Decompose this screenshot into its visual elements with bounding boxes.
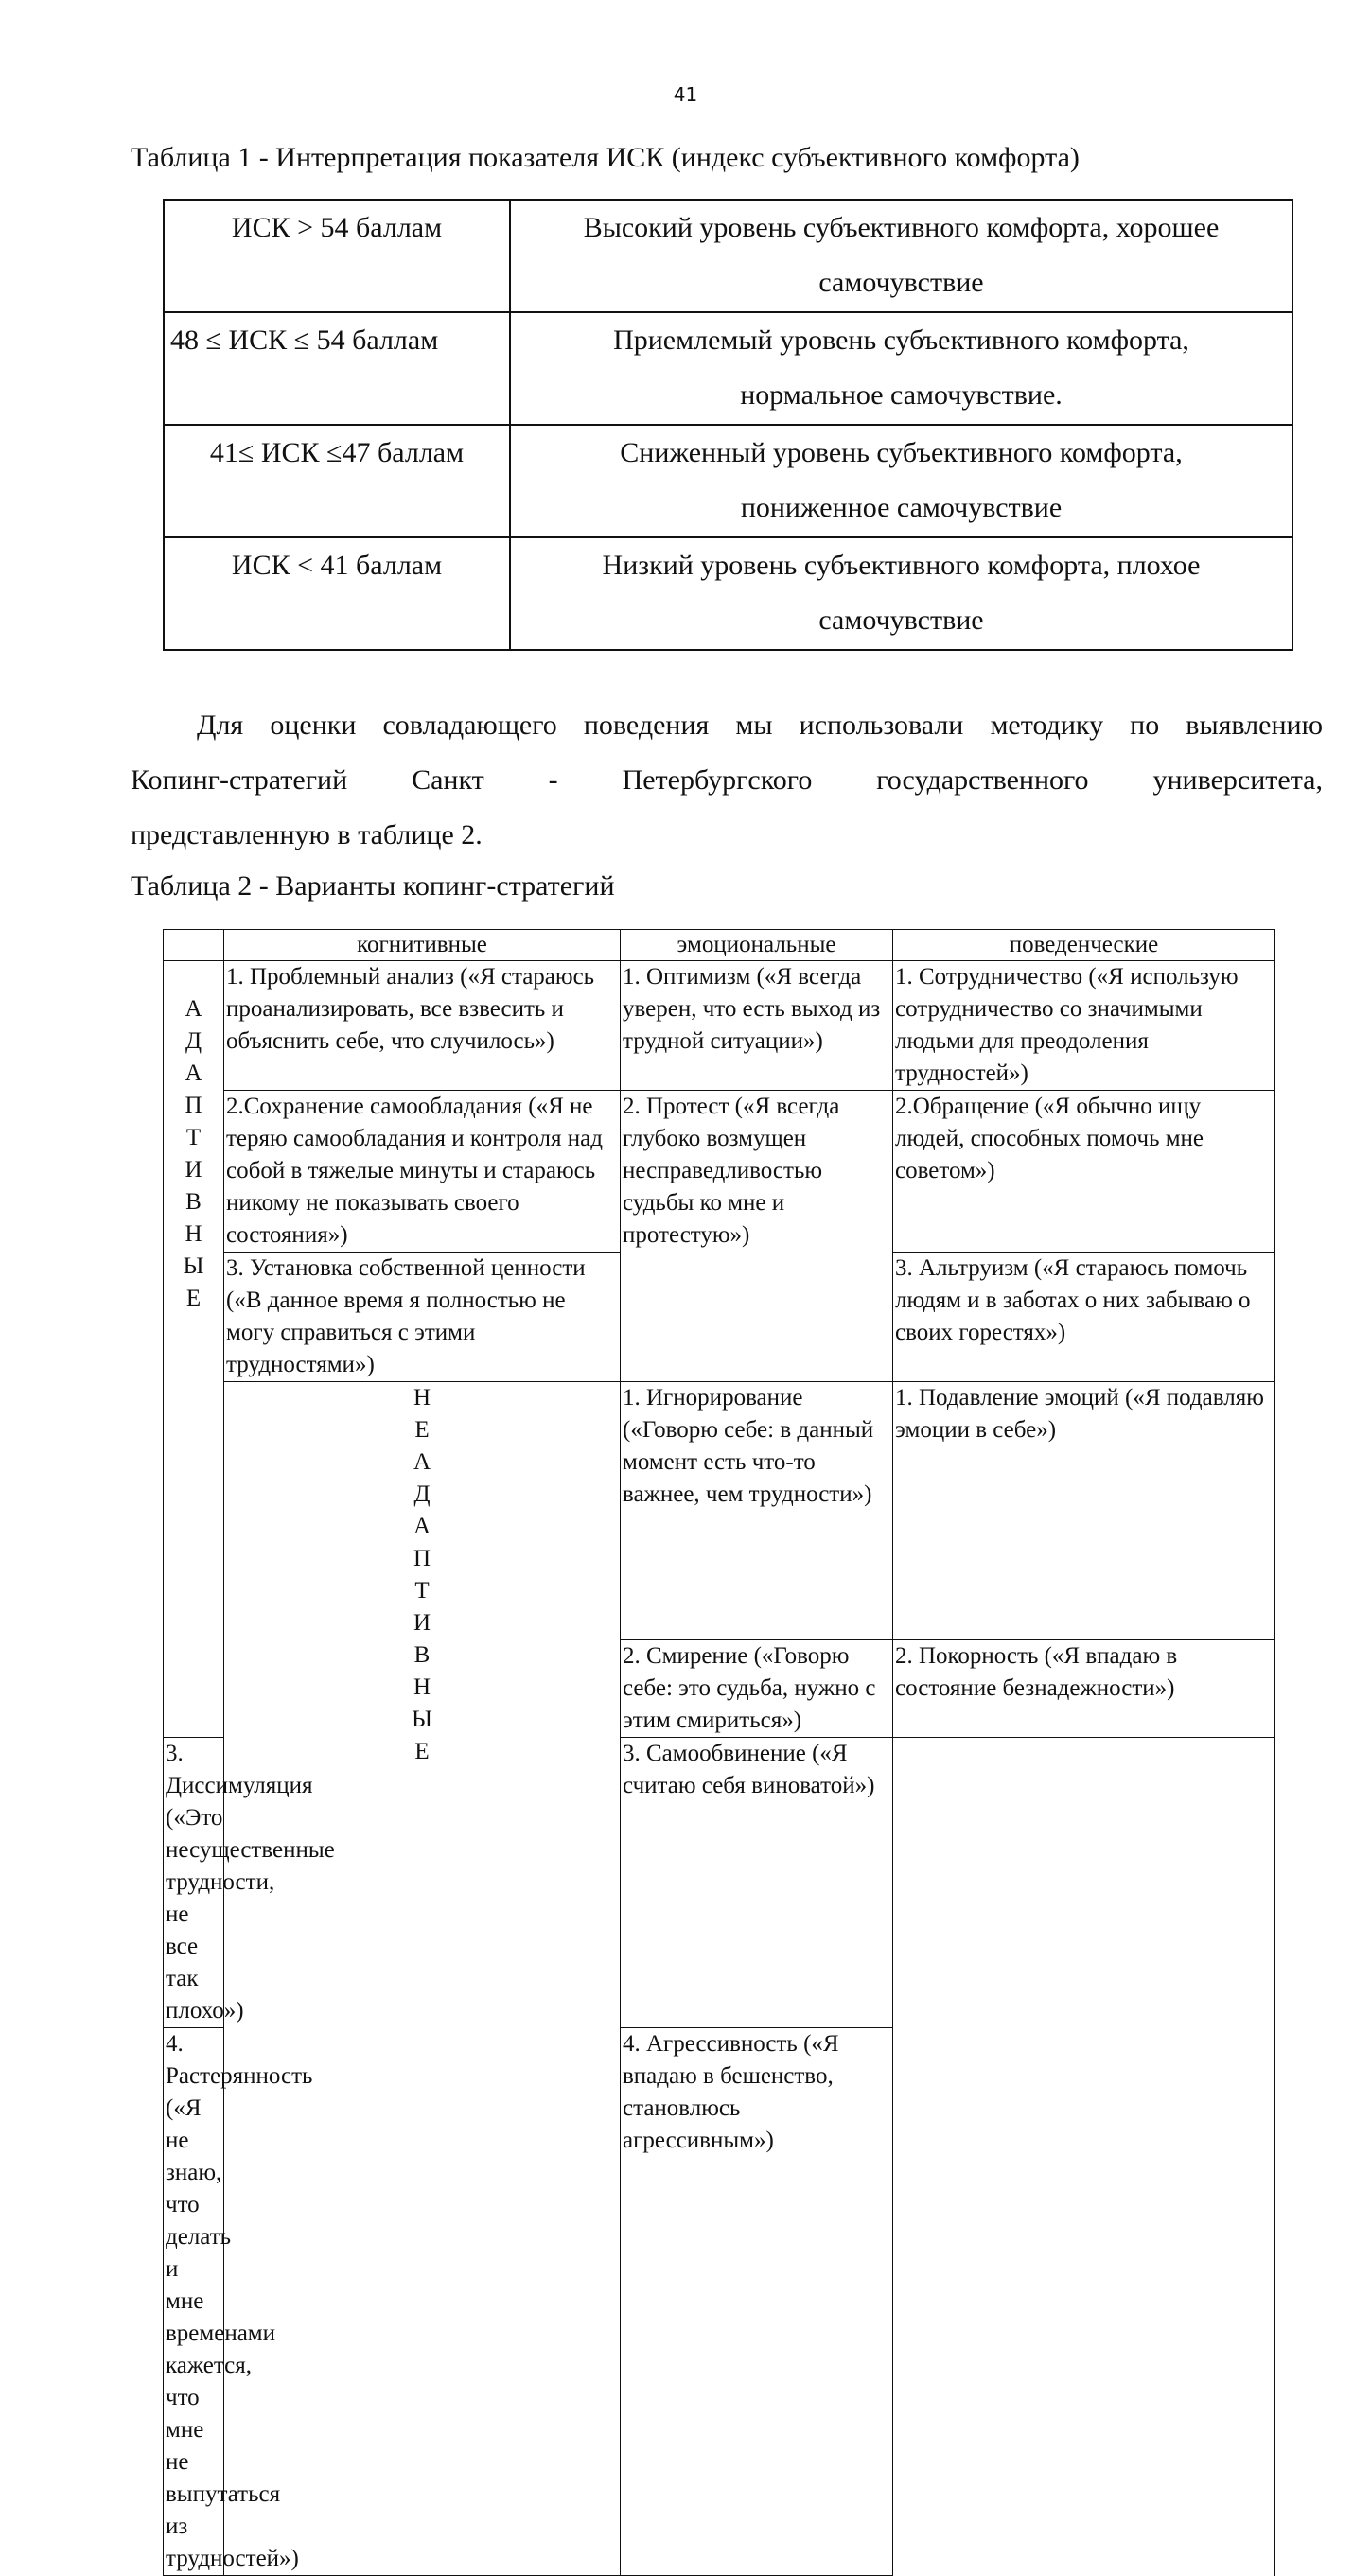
adaptive-behavioral-2: 2.Обращение («Я обычно ищу людей, способных помочь мне советом»): [893, 1091, 1275, 1253]
desc-line: Высокий уровень субъективного комфорта, хорошее: [583, 212, 1220, 243]
nonadaptive-cognitive-2: 2. Смирение («Говорю себе: это судьба, нужно с этим смириться»): [621, 1640, 893, 1738]
table-row: [164, 1382, 1275, 1640]
table-row: [164, 200, 1292, 312]
table2-caption: Таблица 2 - Варианты копинг-стратегий: [131, 870, 615, 902]
coping-strategies-table: [163, 929, 1275, 2576]
side-letter: Н: [413, 1385, 431, 1411]
nonadaptive-emotional-2: 2. Покорность («Я впадаю в состояние безнадежности»): [893, 1640, 1275, 1738]
isk-description-cell: [510, 425, 1292, 537]
side-letter: Д: [185, 1028, 202, 1054]
isk-range-cell: ИСК < 41 баллам: [164, 537, 510, 650]
isk-range-cell: ИСК > 54 баллам: [164, 200, 510, 312]
desc-line: Сниженный уровень субъективного комфорта,: [620, 437, 1183, 468]
desc-line: нормальное самочувствие.: [740, 379, 1063, 411]
table-row: [164, 961, 1275, 1091]
side-letter: Н: [185, 1221, 202, 1247]
nonadaptive-cognitive-3: 3. Диссимуляция («Это несущественные трудности, не все так плохо»): [164, 1738, 224, 2028]
isk-description-cell: [510, 200, 1292, 312]
header-emotional: эмоциональные: [621, 930, 893, 961]
adaptive-cognitive-2: 2.Сохранение самообладания («Я не теряю самообладания и контроля над собой в тяжелые минуты и стараюсь никому не показывать своего состояния»): [224, 1091, 621, 1253]
adaptive-side-label: [164, 961, 224, 1738]
isk-description-cell: [510, 537, 1292, 650]
paragraph-line: Для оценки совладающего поведения мы использовали методику по выявлению: [197, 710, 1323, 741]
side-letter: В: [185, 1189, 202, 1215]
paragraph-line: представленную в таблице 2.: [131, 819, 483, 850]
side-letter: Д: [413, 1481, 431, 1507]
side-letter: Е: [185, 1286, 202, 1311]
nonadaptive-cognitive-1: 1. Игнорирование («Говорю себе: в данный момент есть что-то важнее, чем трудности»): [621, 1382, 893, 1640]
adaptive-emotional-1: 1. Оптимизм («Я всегда уверен, что есть выход из трудной ситуации»): [621, 961, 893, 1091]
table-row: [164, 537, 1292, 650]
nonadaptive-emotional-4: 4. Агрессивность («Я впадаю в бешенство, становлюсь агрессивным»): [621, 2028, 893, 2576]
side-letter: Ы: [412, 1707, 432, 1732]
isk-description-cell: [510, 312, 1292, 425]
body-paragraph: [131, 698, 1323, 863]
side-letter: А: [413, 1514, 431, 1539]
side-letter: И: [413, 1610, 431, 1636]
adaptive-behavioral-3: 3. Альтруизм («Я стараюсь помочь людям и в заботах о них забываю о своих горестях»): [893, 1253, 1275, 1382]
side-letter: А: [413, 1449, 431, 1475]
side-letter: Т: [185, 1125, 202, 1150]
header-behavioral: поведенческие: [893, 930, 1275, 961]
nonadaptive-emotional-3: 3. Самообвинение («Я считаю себя виноватой»): [621, 1738, 893, 2028]
desc-line: самочувствие: [818, 267, 984, 298]
nonadaptive-side-label: [224, 1382, 621, 2576]
side-letter: Е: [414, 1417, 430, 1443]
table-header-row: [164, 930, 1275, 961]
table-row: [164, 425, 1292, 537]
adaptive-behavioral-1: 1. Сотрудничество («Я использую сотрудничество со значимыми людьми для преодоления трудностей»): [893, 961, 1275, 1091]
side-letter: Т: [414, 1578, 430, 1603]
side-letter: Н: [413, 1674, 431, 1700]
side-letter: А: [185, 996, 202, 1022]
side-letter: Е: [414, 1739, 430, 1764]
adaptive-cognitive-3: 3. Установка собственной ценности («В данное время я полностью не могу справиться с этими трудностями»): [224, 1253, 621, 1382]
page-number: 41: [673, 83, 698, 106]
isk-range-cell: 48 ≤ ИСК ≤ 54 баллам: [164, 312, 510, 425]
header-cognitive: когнитивные: [224, 930, 621, 961]
side-letter: А: [185, 1060, 202, 1086]
desc-line: самочувствие: [818, 605, 984, 636]
side-letter: П: [185, 1093, 202, 1118]
side-letter: И: [185, 1157, 202, 1183]
side-letter: П: [413, 1546, 431, 1571]
nonadaptive-cognitive-4: 4. Растерянность («Я не знаю, что делать и мне временами кажется, что мне не выпутаться из трудностей»): [164, 2028, 224, 2576]
desc-line: Приемлемый уровень субъективного комфорта,: [613, 324, 1189, 356]
header-corner: [164, 930, 224, 961]
adaptive-cognitive-1: 1. Проблемный анализ («Я стараюсь проанализировать, все взвесить и объяснить себе, что случилось»): [224, 961, 621, 1091]
side-letter: В: [413, 1642, 431, 1668]
table1-caption: Таблица 1 - Интерпретация показателя ИСК (индекс субъективного комфорта): [131, 142, 1080, 173]
nonadaptive-emotional-1: 1. Подавление эмоций («Я подавляю эмоции в себе»): [893, 1382, 1275, 1640]
side-letter: Ы: [183, 1253, 204, 1279]
table-row: [164, 1091, 1275, 1253]
adaptive-emotional-2: 2. Протест («Я всегда глубоко возмущен несправедливостью судьбы ко мне и протестую»): [621, 1091, 893, 1382]
desc-line: пониженное самочувствие: [740, 492, 1063, 523]
isk-interpretation-table: [163, 199, 1293, 651]
table-row: [164, 312, 1292, 425]
isk-range-cell: 41≤ ИСК ≤47 баллам: [164, 425, 510, 537]
paragraph-line: Копинг-стратегий Санкт - Петербургского государственного университета,: [131, 764, 1323, 796]
desc-line: Низкий уровень субъективного комфорта, плохое: [602, 550, 1201, 581]
